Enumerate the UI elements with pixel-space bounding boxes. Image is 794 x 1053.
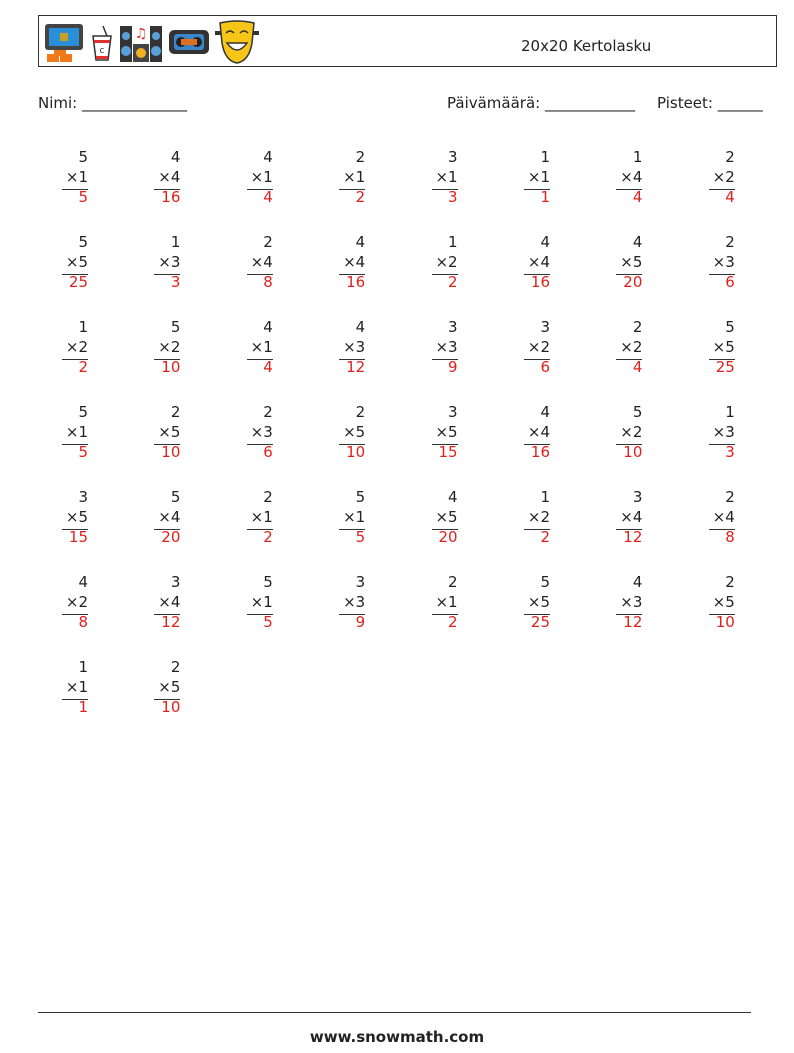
- problem: [223, 231, 293, 297]
- answer: 4: [263, 188, 273, 206]
- problem: [408, 486, 478, 552]
- multiplier: ×4: [158, 508, 181, 526]
- multiplier: ×2: [65, 593, 88, 611]
- worksheet-header: [38, 15, 777, 67]
- answer: 20: [438, 528, 458, 546]
- multiplier: ×2: [527, 508, 550, 526]
- multiplicand: 1: [78, 318, 88, 336]
- problem: [408, 571, 478, 637]
- multiplicand: 2: [725, 148, 735, 166]
- footer-url[interactable]: www.snowmath.com: [309, 1028, 485, 1046]
- answer: 12: [623, 528, 643, 546]
- problem: [685, 231, 755, 297]
- problem: [408, 316, 478, 382]
- multiplicand: 4: [355, 318, 366, 336]
- speakers-music-icon: [119, 20, 163, 64]
- answer: 1: [78, 698, 88, 716]
- problem: [223, 571, 293, 637]
- multiplicand: 2: [355, 148, 366, 166]
- problem: [315, 401, 385, 467]
- multiplicand: 2: [263, 233, 273, 251]
- multiplier: ×1: [435, 593, 458, 611]
- multiplicand: 1: [78, 658, 88, 676]
- answer: 4: [725, 188, 735, 206]
- multiplicand: 2: [263, 488, 273, 506]
- multiplier: ×4: [250, 253, 273, 271]
- problem: [130, 231, 200, 297]
- multiplicand: 3: [355, 573, 366, 591]
- answer: 3: [448, 188, 458, 206]
- answer: 16: [530, 443, 550, 461]
- answer: 1: [540, 188, 550, 206]
- multiplier: ×4: [712, 508, 735, 526]
- theater-mask-icon: [215, 19, 259, 65]
- problem-row: [38, 486, 778, 566]
- multiplier: ×1: [250, 508, 273, 526]
- answer: 10: [623, 443, 643, 461]
- multiplier: ×5: [343, 423, 366, 441]
- multiplier: ×4: [158, 168, 181, 186]
- answer: 20: [623, 273, 643, 291]
- problem: [315, 316, 385, 382]
- multiplier: ×3: [435, 338, 458, 356]
- multiplier: ×5: [527, 593, 550, 611]
- problem: [38, 231, 108, 297]
- multiplicand: 5: [78, 233, 88, 251]
- problem: [38, 486, 108, 552]
- multiplier: ×5: [158, 423, 181, 441]
- multiplicand: 2: [632, 318, 643, 336]
- multiplier: ×1: [250, 593, 273, 611]
- answer: 16: [346, 273, 366, 291]
- problem: [592, 316, 662, 382]
- problem: [592, 401, 662, 467]
- multiplier: ×2: [527, 338, 550, 356]
- answer: 5: [78, 443, 88, 461]
- video-cassette-icon: [167, 20, 211, 64]
- answer: 25: [530, 613, 550, 631]
- multiplicand: 1: [170, 233, 181, 251]
- multiplier: ×4: [343, 253, 366, 271]
- multiplicand: 2: [170, 658, 181, 676]
- drink-cup-icon: [89, 20, 115, 64]
- multiplier: ×5: [712, 593, 735, 611]
- problem-row: [38, 316, 778, 396]
- multiplicand: 2: [725, 573, 735, 591]
- answer: 8: [725, 528, 735, 546]
- answer: 6: [725, 273, 735, 291]
- problem: [223, 486, 293, 552]
- multiplier: ×4: [620, 168, 643, 186]
- multiplier: ×1: [343, 508, 366, 526]
- multiplier: ×1: [65, 423, 88, 441]
- answer: 10: [346, 443, 366, 461]
- multiplicand: 2: [448, 573, 458, 591]
- answer: 2: [78, 358, 88, 376]
- multiplicand: 4: [170, 148, 181, 166]
- multiplicand: 2: [355, 403, 366, 421]
- problem: [38, 316, 108, 382]
- multiplier: ×3: [250, 423, 273, 441]
- multiplicand: 2: [725, 233, 735, 251]
- multiplicand: 5: [355, 488, 366, 506]
- problem: [592, 486, 662, 552]
- answer: 12: [623, 613, 643, 631]
- answer: 5: [78, 188, 88, 206]
- multiplicand: 3: [632, 488, 643, 506]
- multiplier: ×5: [65, 253, 88, 271]
- answer: 9: [448, 358, 458, 376]
- problem: [130, 146, 200, 212]
- svg-text:c: c: [99, 46, 105, 56]
- worksheet-title: 20x20 Kertolasku: [521, 37, 652, 55]
- multiplicand: 5: [725, 318, 735, 336]
- problem: [38, 401, 108, 467]
- multiplier: ×2: [65, 338, 88, 356]
- problem: [223, 316, 293, 382]
- multiplicand: 1: [448, 233, 458, 251]
- multiplicand: 4: [540, 403, 550, 421]
- problem: [130, 316, 200, 382]
- score-field[interactable]: Pisteet: ______: [657, 94, 763, 112]
- answer: 16: [161, 188, 181, 206]
- answer: 2: [448, 613, 458, 631]
- problem: [685, 571, 755, 637]
- multiplier: ×3: [343, 593, 366, 611]
- date-field[interactable]: Päivämäärä: ____________: [447, 94, 635, 112]
- problem: [130, 571, 200, 637]
- multiplicand: 5: [78, 403, 88, 421]
- multiplicand: 1: [540, 148, 550, 166]
- answer: 8: [78, 613, 88, 631]
- answer: 15: [68, 528, 88, 546]
- multiplier: ×5: [435, 423, 458, 441]
- answer: 15: [438, 443, 458, 461]
- multiplier: ×1: [250, 168, 273, 186]
- multiplicand: 5: [632, 403, 643, 421]
- problem: [315, 571, 385, 637]
- problem: [500, 146, 570, 212]
- problem: [223, 146, 293, 212]
- problem: [685, 401, 755, 467]
- multiplicand: 2: [725, 488, 735, 506]
- multiplicand: 5: [263, 573, 273, 591]
- multiplier: ×5: [158, 678, 181, 696]
- problem: [500, 401, 570, 467]
- multiplier: ×1: [250, 338, 273, 356]
- multiplier: ×1: [65, 168, 88, 186]
- problem: [38, 146, 108, 212]
- answer: 12: [161, 613, 181, 631]
- multiplicand: 4: [632, 233, 643, 251]
- multiplier: ×3: [712, 253, 735, 271]
- problem: [685, 486, 755, 552]
- multiplier: ×3: [620, 593, 643, 611]
- multiplier: ×2: [712, 168, 735, 186]
- multiplier: ×5: [435, 508, 458, 526]
- answer: 2: [448, 273, 458, 291]
- multiplicand: 1: [632, 148, 643, 166]
- problem: [592, 571, 662, 637]
- problem: [685, 316, 755, 382]
- problem: [130, 486, 200, 552]
- multiplicand: 4: [78, 573, 88, 591]
- answer: 4: [263, 358, 273, 376]
- answer: 6: [263, 443, 273, 461]
- multiplier: ×1: [527, 168, 550, 186]
- problem-row: [38, 401, 778, 481]
- problem-row: [38, 231, 778, 311]
- problem: [500, 571, 570, 637]
- answer: 6: [540, 358, 550, 376]
- multiplier: ×3: [158, 253, 181, 271]
- multiplier: ×2: [158, 338, 181, 356]
- multiplicand: 4: [632, 573, 643, 591]
- answer: 10: [161, 358, 181, 376]
- answer: 8: [263, 273, 273, 291]
- multiplier: ×2: [435, 253, 458, 271]
- header-icons: [43, 18, 263, 66]
- problem: [500, 231, 570, 297]
- multiplier: ×2: [620, 338, 643, 356]
- multiplier: ×1: [343, 168, 366, 186]
- problem: [223, 401, 293, 467]
- tv-icon: [43, 20, 85, 64]
- multiplicand: 5: [170, 488, 181, 506]
- multiplicand: 5: [170, 318, 181, 336]
- problem: [685, 146, 755, 212]
- multiplicand: 5: [78, 148, 88, 166]
- multiplicand: 4: [448, 488, 458, 506]
- problem: [500, 486, 570, 552]
- multiplier: ×1: [65, 678, 88, 696]
- problem: [38, 571, 108, 637]
- multiplicand: 3: [448, 403, 458, 421]
- answer: 2: [540, 528, 550, 546]
- problem: [130, 656, 200, 722]
- answer: 10: [715, 613, 735, 631]
- problem: [592, 146, 662, 212]
- multiplier: ×3: [343, 338, 366, 356]
- multiplicand: 4: [263, 318, 273, 336]
- answer: 10: [161, 443, 181, 461]
- multiplier: ×4: [158, 593, 181, 611]
- multiplicand: 3: [540, 318, 550, 336]
- problem-row: [38, 656, 778, 736]
- answer: 5: [263, 613, 273, 631]
- multiplier: ×1: [435, 168, 458, 186]
- problem: [38, 656, 108, 722]
- problem: [315, 146, 385, 212]
- answer: 3: [170, 273, 181, 291]
- svg-text:♫: ♫: [134, 26, 148, 42]
- multiplicand: 1: [725, 403, 735, 421]
- multiplier: ×5: [712, 338, 735, 356]
- multiplier: ×5: [65, 508, 88, 526]
- problem: [408, 146, 478, 212]
- problem: [315, 486, 385, 552]
- footer-divider: [38, 1012, 751, 1013]
- multiplicand: 2: [263, 403, 273, 421]
- problem: [130, 401, 200, 467]
- answer: 16: [530, 273, 550, 291]
- multiplicand: 5: [540, 573, 550, 591]
- answer: 4: [632, 358, 643, 376]
- answer: 25: [715, 358, 735, 376]
- problem: [500, 316, 570, 382]
- problem: [592, 231, 662, 297]
- multiplicand: 2: [170, 403, 181, 421]
- answer: 9: [355, 613, 366, 631]
- answer: 12: [346, 358, 366, 376]
- multiplicand: 4: [355, 233, 366, 251]
- multiplier: ×3: [712, 423, 735, 441]
- answer: 25: [68, 273, 88, 291]
- multiplicand: 3: [448, 318, 458, 336]
- answer: 4: [632, 188, 643, 206]
- problem: [408, 231, 478, 297]
- answer: 10: [161, 698, 181, 716]
- problem-row: [38, 571, 778, 651]
- multiplicand: 1: [540, 488, 550, 506]
- answer: 3: [725, 443, 735, 461]
- problem-row: [38, 146, 778, 226]
- answer: 2: [263, 528, 273, 546]
- multiplicand: 3: [78, 488, 88, 506]
- answer: 5: [355, 528, 366, 546]
- answer: 2: [355, 188, 366, 206]
- multiplicand: 4: [540, 233, 550, 251]
- problem: [315, 231, 385, 297]
- multiplicand: 3: [170, 573, 181, 591]
- problem: [408, 401, 478, 467]
- multiplier: ×2: [620, 423, 643, 441]
- name-field[interactable]: Nimi: ______________: [38, 94, 187, 112]
- multiplier: ×4: [620, 508, 643, 526]
- multiplicand: 4: [263, 148, 273, 166]
- multiplier: ×4: [527, 253, 550, 271]
- multiplier: ×4: [527, 423, 550, 441]
- multiplier: ×5: [620, 253, 643, 271]
- multiplicand: 3: [448, 148, 458, 166]
- answer: 20: [161, 528, 181, 546]
